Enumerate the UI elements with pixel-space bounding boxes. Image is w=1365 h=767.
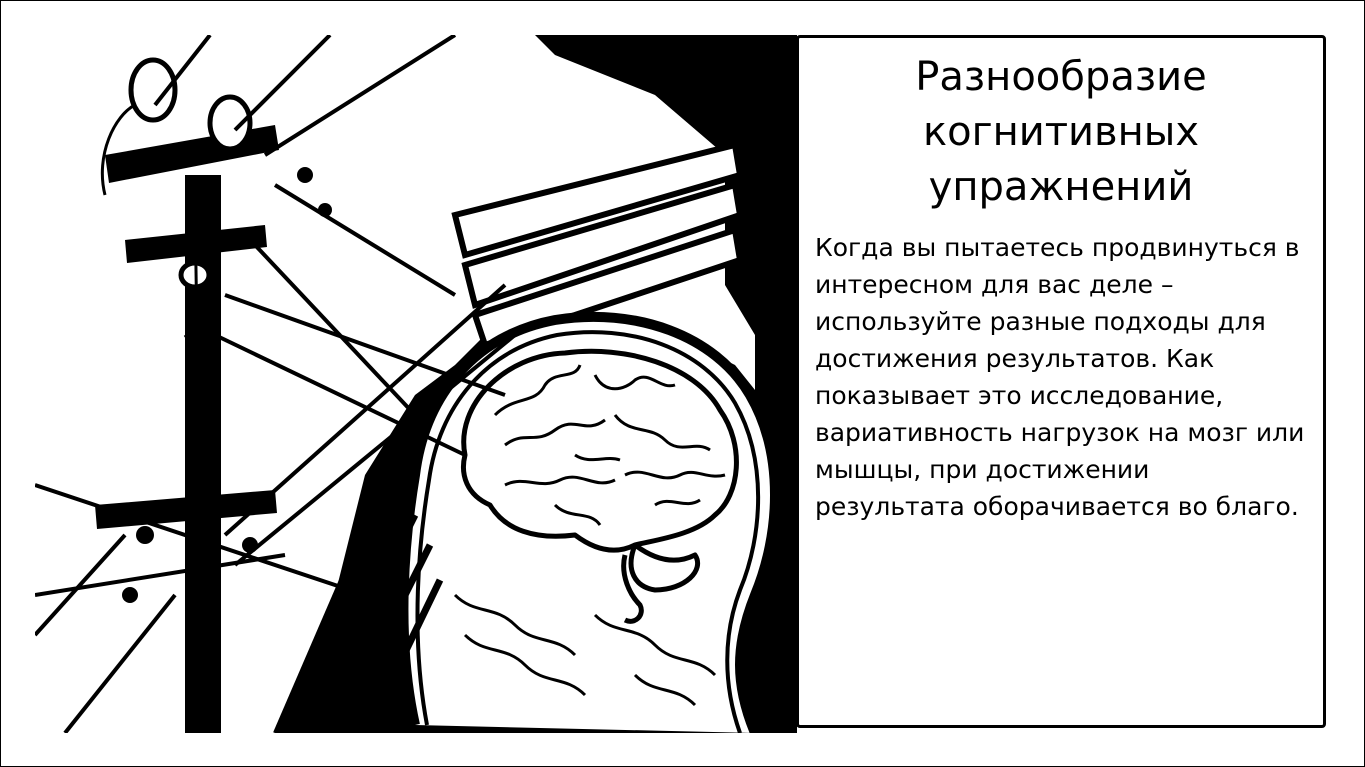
text-panel xyxy=(796,35,1326,728)
slide-body-text: Когда вы пытаетесь продвинуться в интересном для вас деле – используйте разные подходы для достижения результатов. Как показывает это исследование, вариативность нагрузок на мозг или мышцы, при достижении результата оборачивается во благо. xyxy=(815,233,1305,521)
slide-title: Разнообразие когнитивных упражнений xyxy=(915,54,1207,210)
brain-power-lines-icon xyxy=(35,35,797,733)
illustration xyxy=(35,35,797,733)
